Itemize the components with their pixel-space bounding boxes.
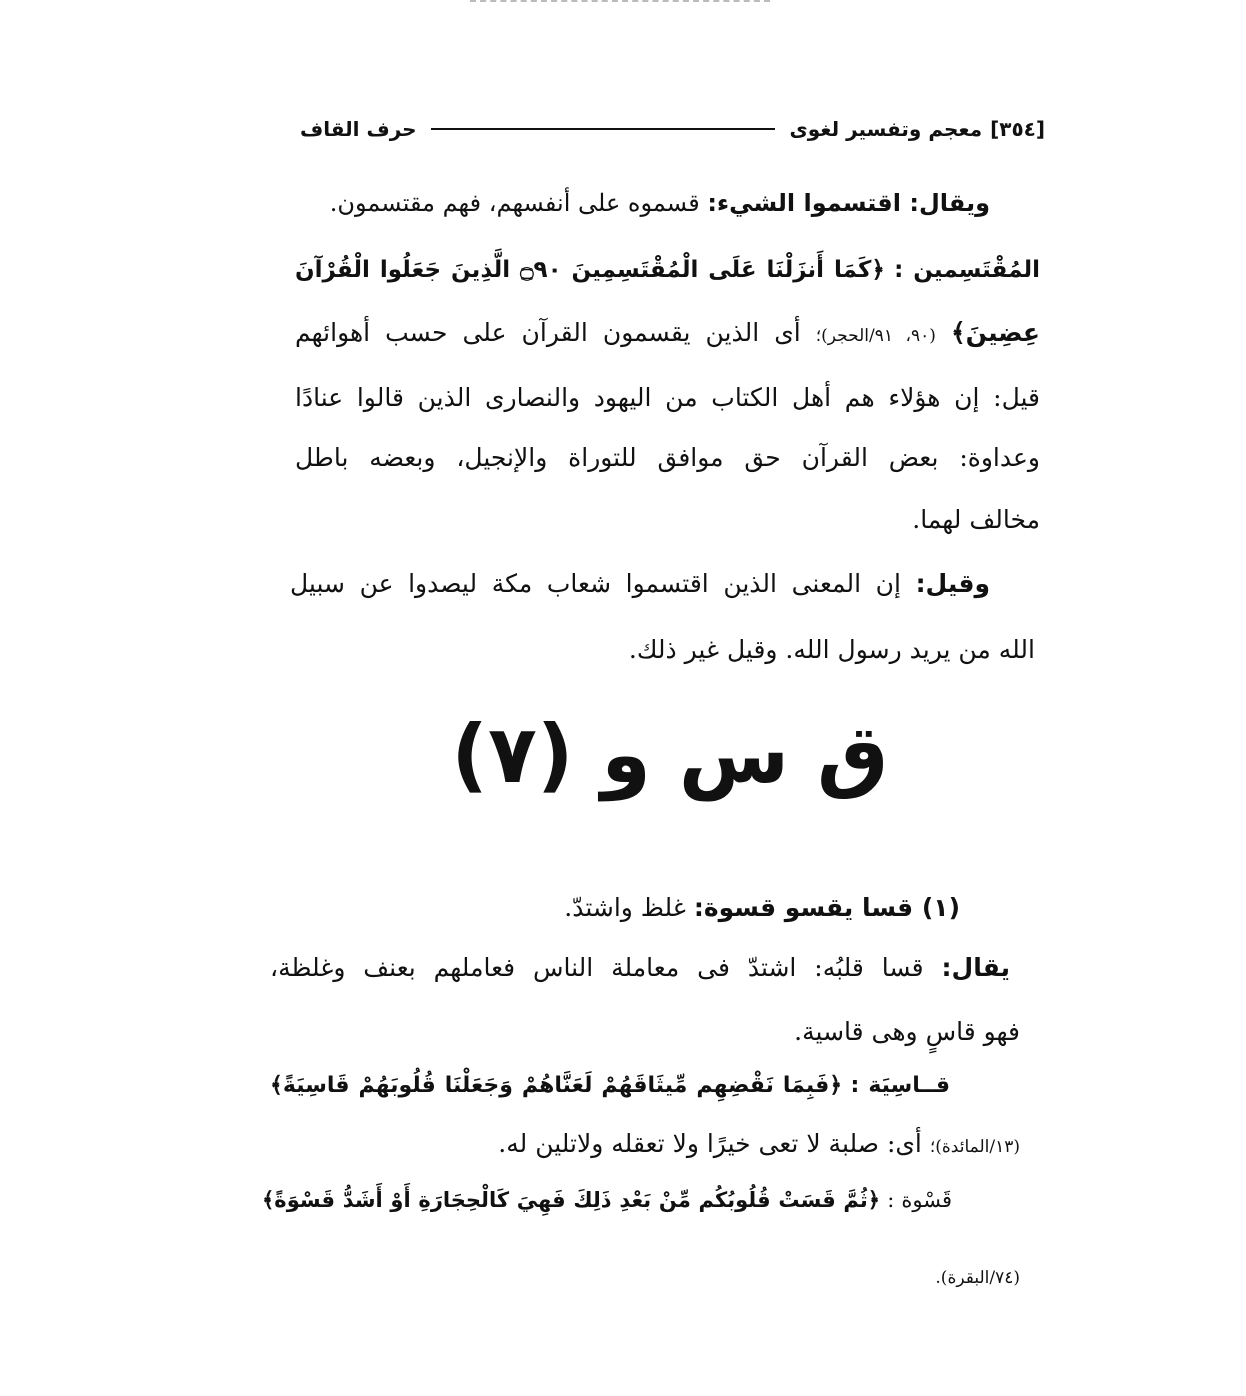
- root-heading: ق س و (٧): [451, 708, 889, 801]
- scan-edge-mark: [470, 0, 770, 2]
- entry-line: [700, 500, 1040, 540]
- entry-term: يقال:: [941, 953, 1011, 982]
- entry-text: إن المعنى الذين اقتسموا شعاب مكة ليصدوا عن سبيل: [290, 569, 901, 598]
- book-title: معجم وتفسير لغوى: [789, 117, 983, 141]
- quran-quote: ﴿ثُمَّ قَسَتْ قُلُوبُكُم مِّنْ بَعْدِ ذَلِكَ فَهِيَ كَالْحِجَارَةِ أَوْ أَشَدُّ قَسْوَةً﴾: [262, 1188, 881, 1212]
- entry-line: [262, 1180, 952, 1220]
- verse-reference: (٩٠، ٩١/الحجر)؛: [815, 326, 936, 346]
- header-rule: [431, 128, 776, 130]
- entry-line: [295, 250, 1040, 290]
- entry-term: (١) قسا يقسو قسوة:: [693, 893, 960, 922]
- verse-reference: (١٣/المائدة)؛: [929, 1137, 1020, 1157]
- quran-quote: عِضِينَ﴾: [950, 318, 1040, 347]
- verse-reference: (٧٤/البقرة).: [935, 1268, 1020, 1288]
- entry-text: فهو قاسٍ وهى قاسية.: [794, 1017, 1020, 1046]
- section-title: حرف القاف: [300, 117, 417, 141]
- entry-text: قسا قلبُه: اشتدّ فى معاملة الناس فعاملهم بعنف وغلظة،: [270, 953, 924, 982]
- page-number: [٣٥٤]: [990, 117, 1045, 141]
- running-header: [300, 112, 1045, 146]
- entry-line: [500, 630, 1035, 670]
- quran-quote: ﴿فَبِمَا نَقْضِهِم مِّيثَاقَهُمْ لَعَنَّاهُمْ وَجَعَلْنَا قُلُوبَهُمْ قَاسِيَةً﴾: [270, 1073, 843, 1098]
- entry-term: قَسْوة :: [887, 1188, 952, 1212]
- entry-text: قسموه على أنفسهم، فهم مقتسمون.: [329, 189, 700, 217]
- entry-line: [530, 888, 960, 928]
- entry-text: غلظ واشتدّ.: [564, 893, 686, 922]
- entry-text: الله من يريد رسول الله. وقيل غير ذلك.: [628, 635, 1035, 664]
- entry-line: [700, 1012, 1020, 1052]
- entry-line: [290, 564, 990, 604]
- entry-text: قيل: إن هؤلاء هم أهل الكتاب من اليهود والنصارى الذين قالوا عنادًا: [295, 383, 1040, 412]
- entry-text: أى: صلبة لا تعى خيرًا ولا تعقله ولاتلين له.: [498, 1129, 922, 1158]
- entry-text: أى الذين يقسمون القرآن على حسب أهوائهم: [295, 318, 801, 347]
- entry-line: [295, 313, 1040, 356]
- entry-line: [270, 948, 1010, 988]
- entry-text: مخالف لهما.: [912, 505, 1040, 534]
- entry-line: [870, 1255, 1020, 1298]
- entry-term: قــاسِيَة :: [850, 1073, 950, 1098]
- entry-term: ويقال: اقتسموا الشيء:: [707, 189, 990, 217]
- entry-text: وعداوة: بعض القرآن حق موافق للتوراة والإنجيل، وبعضه باطل: [295, 443, 1040, 472]
- entry-line: [390, 1124, 1020, 1167]
- entry-term: وقيل:: [915, 569, 990, 598]
- quran-quote: ﴿كَمَا أَنزَلْنَا عَلَى الْمُقْتَسِمِينَ ۝٩٠ الَّذِينَ جَعَلُوا الْقُرْآنَ: [295, 257, 885, 283]
- entry-line: [295, 438, 1040, 478]
- entry-line: [295, 378, 1040, 418]
- entry-line: [330, 183, 990, 223]
- entry-line: [270, 1066, 950, 1106]
- entry-term: المُقْتَسِمين :: [894, 257, 1041, 283]
